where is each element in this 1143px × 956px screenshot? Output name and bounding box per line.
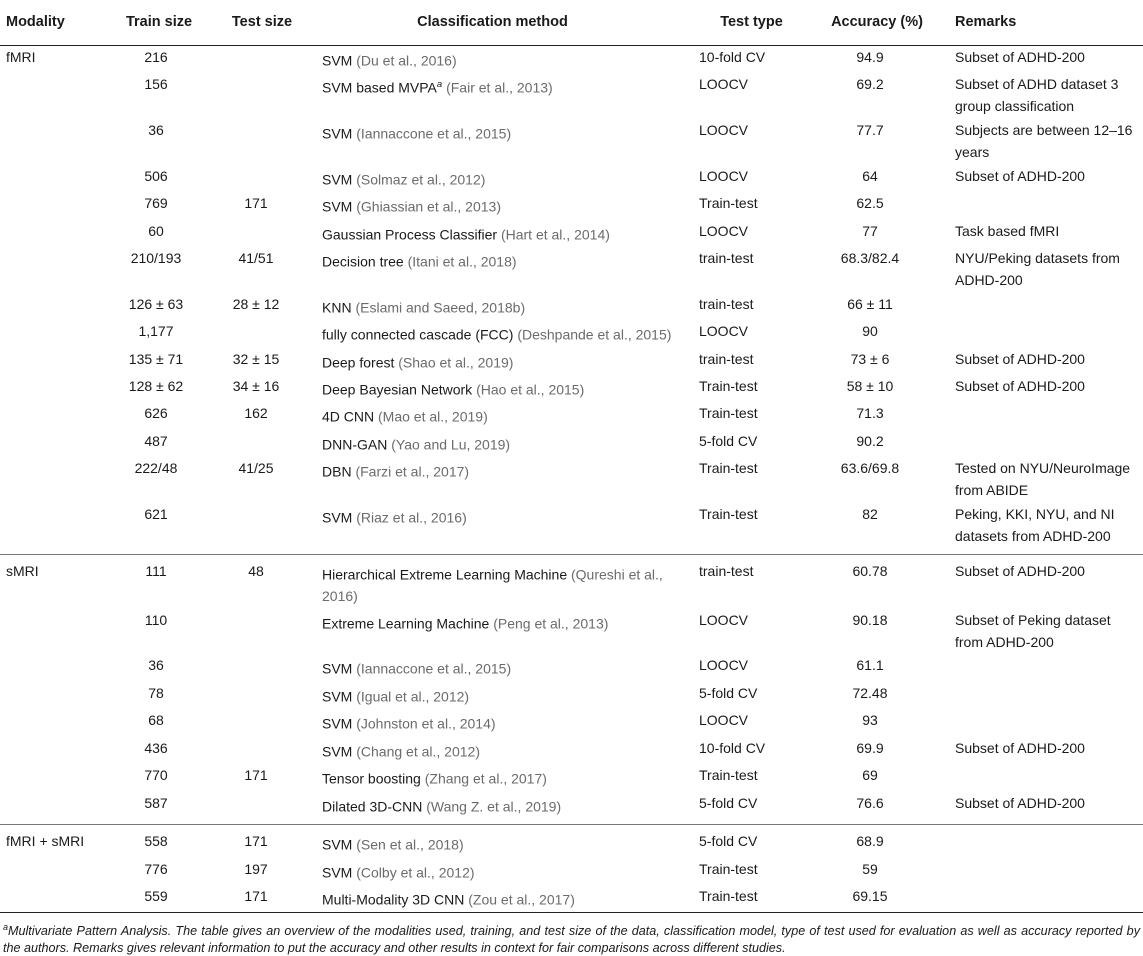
citation-link[interactable]: (Sen et al., 2018) (356, 836, 464, 853)
method-name: Dilated 3D-CNN (322, 798, 423, 815)
cell-test-type: Train-test (699, 195, 758, 212)
method-name: Hierarchical Extreme Learning Machine (322, 566, 568, 583)
cell-classification-method (310, 73, 695, 119)
cell-test-type: train-test (699, 562, 754, 579)
cell-modality (0, 709, 104, 736)
citation-link[interactable]: (Wang Z. et al., 2019) (426, 798, 562, 815)
cell-modality (0, 792, 104, 825)
citation-link[interactable]: (Deshpande et al., 2015) (517, 326, 672, 343)
cell-test-type: 5-fold CV (699, 833, 758, 850)
cell-classification-method (310, 192, 695, 219)
table-row (0, 682, 1143, 709)
cell-test-type: 5-fold CV (695, 792, 808, 825)
cell-accuracy: 73 ± 6 (850, 350, 890, 367)
cell-modality (0, 293, 104, 320)
citation-link[interactable]: (Du et al., 2016) (356, 52, 457, 69)
method-name: Extreme Learning Machine (322, 615, 490, 632)
cell-train-size: 216 (144, 49, 168, 65)
cell-remarks: Subset of ADHD-200 (955, 350, 1085, 367)
cell-remarks (946, 402, 1143, 429)
cell-remarks: Subset of ADHD-200 (955, 562, 1085, 579)
cell-classification-method (310, 119, 695, 165)
cell-test-type: 10-fold CV (699, 739, 766, 756)
cell-test-size: 162 (244, 405, 268, 422)
cell-accuracy: 60.78 (852, 562, 888, 579)
cell-modality (0, 119, 104, 165)
cell-remarks (946, 825, 1143, 858)
citation-link[interactable]: (Iannaccone et al., 2015) (356, 125, 512, 142)
cell-remarks (946, 858, 1143, 885)
cell-accuracy: 69.15 (808, 885, 946, 913)
table-row (0, 119, 1143, 165)
citation-link[interactable]: (Colby et al., 2012) (356, 864, 475, 881)
citation-link[interactable]: (Eslami and Saeed, 2018b) (355, 299, 526, 316)
header-classification-method: Classification method (310, 0, 695, 46)
cell-train-size: 621 (104, 503, 214, 554)
cell-accuracy: 94.9 (856, 49, 884, 65)
cell-test-size: 41/51 (238, 250, 274, 266)
cell-classification-method (310, 165, 695, 192)
table-row (0, 46, 1143, 74)
cell-test-size (214, 737, 310, 764)
table-row (0, 402, 1143, 429)
table-row (0, 348, 1143, 375)
cell-test-size (214, 430, 310, 457)
cell-train-size: 78 (148, 684, 164, 701)
citation-link[interactable]: (Shao et al., 2019) (398, 354, 514, 371)
cell-train-size: 36 (148, 657, 164, 674)
citation-link[interactable]: (Itani et al., 2018) (407, 253, 517, 270)
cell-classification-method (310, 293, 695, 320)
cell-accuracy: 69.9 (856, 739, 884, 756)
cell-test-type: LOOCV (699, 76, 749, 93)
cell-train-size: 770 (144, 767, 168, 784)
cell-classification-method (310, 503, 695, 554)
header-remarks: Remarks (946, 0, 1143, 46)
cell-train-size: 156 (144, 76, 168, 93)
cell-test-size (214, 320, 310, 347)
cell-test-type: Train-test (699, 767, 758, 784)
cell-accuracy: 66 ± 11 (847, 295, 893, 312)
cell-test-size: 197 (244, 860, 268, 877)
table-row (0, 165, 1143, 192)
cell-test-type: train-test (699, 295, 754, 312)
cell-test-size (214, 220, 310, 247)
cell-modality (0, 682, 104, 709)
table-row (0, 609, 1143, 655)
cell-classification-method (310, 46, 695, 74)
cell-modality (0, 220, 104, 247)
table-row (0, 192, 1143, 219)
cell-test-type: Train-test (695, 885, 808, 913)
method-name: SVM (322, 52, 353, 69)
cell-modality: fMRI (6, 49, 36, 65)
table-row (0, 858, 1143, 885)
method-name: DNN-GAN (322, 436, 388, 453)
cell-accuracy: 64 (862, 167, 878, 184)
cell-classification-method (310, 348, 695, 375)
method-name: SVM (322, 864, 353, 881)
cell-classification-method (310, 682, 695, 709)
table-row (0, 654, 1143, 681)
citation-link[interactable]: (Zhang et al., 2017) (424, 770, 547, 787)
footnote-marker: a (3, 922, 9, 933)
cell-train-size: 558 (144, 833, 168, 850)
cell-modality: fMRI + sMRI (6, 833, 85, 850)
cell-remarks: Subset of ADHD-200 (946, 792, 1143, 825)
method-name: SVM (322, 171, 353, 188)
cell-classification-method (310, 825, 695, 858)
cell-remarks (946, 320, 1143, 347)
citation-link[interactable]: (Qureshi et al., 2016) (322, 566, 663, 604)
cell-remarks: Peking, KKI, NYU, and NI datasets from ADHD-200 (946, 503, 1143, 554)
table-row (0, 737, 1143, 764)
citation-link[interactable]: (Solmaz et al., 2012) (356, 171, 486, 188)
cell-classification-method (310, 247, 695, 293)
method-name: SVM (322, 125, 353, 142)
cell-train-size: 487 (144, 432, 168, 449)
cell-train-size: 436 (144, 739, 168, 756)
cell-modality: sMRI (6, 562, 39, 579)
table-row (0, 293, 1143, 320)
method-name: SVM (322, 715, 353, 732)
cell-remarks (946, 430, 1143, 457)
cell-accuracy: 77.7 (856, 122, 884, 139)
footnote-text: Multivariate Pattern Analysis. The table gives an overview of the modalities used, training, and test size of the data, classification model, type of test used for evaluation as well as accuracy reported by the authors. Remarks gives relevant information to put the accuracy and other results in context for fair comparisons across different studies. (3, 924, 1140, 955)
citation-link[interactable]: (Fair et al., 2013) (446, 80, 553, 97)
method-name: SVM (322, 661, 353, 677)
cell-accuracy: 62.5 (856, 195, 884, 212)
cell-modality (0, 503, 104, 554)
cell-classification-method (310, 402, 695, 429)
cell-accuracy: 93 (862, 712, 878, 729)
citation-link[interactable]: (Yao and Lu, 2019) (391, 436, 511, 453)
cell-classification-method (310, 709, 695, 736)
table-row (0, 73, 1143, 119)
cell-train-size: 126 ± 63 (128, 295, 184, 312)
cell-test-type: Train-test (699, 377, 758, 394)
cell-classification-method (310, 554, 695, 609)
cell-test-type: 5-fold CV (699, 684, 758, 701)
cell-test-type: Train-test (699, 460, 758, 477)
cell-train-size: 110 (144, 611, 168, 628)
cell-test-type: LOOCV (699, 222, 749, 239)
citation-link[interactable]: (Ghiassian et al., 2013) (356, 198, 501, 215)
cell-remarks (946, 682, 1143, 709)
citation-link[interactable]: (Chang et al., 2012) (356, 743, 480, 760)
cell-test-type: Train-test (695, 503, 808, 554)
cell-classification-method (310, 375, 695, 402)
cell-train-size: 210/193 (130, 250, 182, 266)
method-name: SVM (322, 836, 353, 853)
cell-test-size: 34 ± 16 (232, 377, 280, 394)
citation-link[interactable]: (Zou et al., 2017) (468, 891, 575, 908)
citation-link[interactable]: (Hart et al., 2014) (500, 226, 610, 243)
cell-test-type: LOOCV (699, 712, 749, 729)
cell-test-type: 5-fold CV (699, 432, 758, 449)
cell-test-type: LOOCV (699, 122, 749, 139)
header-row (0, 0, 1143, 46)
cell-test-size: 48 (248, 562, 264, 579)
cell-test-size (214, 609, 310, 655)
cell-test-size (214, 682, 310, 709)
cell-train-size: 626 (144, 405, 168, 422)
cell-modality (0, 457, 104, 503)
cell-train-size: 769 (144, 195, 168, 212)
citation-link[interactable]: (Farzi et al., 2017) (355, 463, 470, 480)
cell-test-type: Train-test (699, 860, 758, 877)
cell-train-size: 128 ± 62 (128, 377, 184, 394)
method-name: SVM (322, 509, 353, 526)
cell-classification-method (310, 609, 695, 655)
table-row (0, 709, 1143, 736)
cell-classification-method (310, 737, 695, 764)
cell-accuracy: 76.6 (808, 792, 946, 825)
table-row (0, 247, 1143, 293)
table-row (0, 885, 1143, 913)
cell-accuracy: 90.2 (856, 432, 884, 449)
method-name: 4D CNN (322, 409, 375, 426)
cell-classification-method (310, 764, 695, 791)
cell-train-size: 506 (144, 167, 168, 184)
table-row (0, 320, 1143, 347)
cell-accuracy: 59 (862, 860, 878, 877)
cell-accuracy: 61.1 (856, 657, 884, 674)
cell-remarks (946, 764, 1143, 791)
cell-test-size: 28 ± 12 (232, 295, 280, 312)
method-name: DBN (322, 463, 352, 480)
cell-accuracy: 68.9 (856, 833, 884, 850)
cell-modality (0, 320, 104, 347)
cell-test-type: Train-test (699, 405, 758, 422)
method-name: Deep Bayesian Network (322, 381, 473, 398)
cell-modality (0, 430, 104, 457)
cell-train-size: 776 (144, 860, 168, 877)
table-row (0, 825, 1143, 858)
method-name: fully connected cascade (FCC) (322, 326, 514, 343)
table-row (0, 764, 1143, 791)
cell-test-type: LOOCV (699, 657, 749, 674)
cell-accuracy: 77 (862, 222, 878, 239)
header-test-type: Test type (695, 0, 808, 46)
cell-test-size: 41/25 (238, 460, 274, 477)
citation-link[interactable]: (Mao et al., 2019) (378, 409, 488, 426)
cell-modality (0, 247, 104, 293)
cell-remarks: Task based fMRI (955, 222, 1060, 239)
cell-classification-method (310, 430, 695, 457)
cell-accuracy: 90 (862, 323, 878, 340)
citation-link[interactable]: (Iannaccone et al., 2015) (356, 661, 512, 677)
cell-train-size: 60 (148, 222, 164, 239)
cell-modality (0, 402, 104, 429)
cell-accuracy: 71.3 (856, 405, 884, 422)
cell-modality (0, 192, 104, 219)
cell-classification-method (310, 858, 695, 885)
table-body (0, 46, 1143, 913)
cell-test-size: 171 (244, 195, 268, 212)
cell-modality (0, 609, 104, 655)
cell-test-size: 171 (244, 833, 268, 850)
cell-modality (0, 654, 104, 681)
cell-classification-method (310, 457, 695, 503)
cell-accuracy: 58 ± 10 (846, 377, 894, 394)
cell-remarks: Subset of ADHD-200 (955, 167, 1085, 184)
cell-classification-method (310, 320, 695, 347)
cell-remarks: Tested on NYU/NeuroImage from ABIDE (955, 460, 1131, 499)
cell-remarks: Subset of ADHD-200 (955, 739, 1085, 756)
footnote-ref: a (436, 79, 443, 91)
cell-remarks: Subset of Peking dataset from ADHD-200 (955, 611, 1111, 650)
cell-classification-method (310, 792, 695, 825)
method-name: Decision tree (322, 253, 404, 270)
cell-train-size: 111 (145, 562, 167, 579)
cell-remarks (946, 709, 1143, 736)
method-name: Deep forest (322, 354, 395, 371)
table-row (0, 503, 1143, 554)
cell-train-size: 1,177 (138, 323, 174, 340)
citation-link[interactable]: (Riaz et al., 2016) (356, 509, 467, 526)
cell-modality (0, 165, 104, 192)
cell-remarks (946, 885, 1143, 913)
cell-test-size (214, 792, 310, 825)
cell-test-size: 32 ± 15 (232, 350, 280, 367)
cell-remarks: NYU/Peking datasets from ADHD-200 (955, 250, 1120, 288)
cell-accuracy: 69 (862, 767, 878, 784)
cell-test-size: 171 (244, 767, 268, 784)
cell-train-size: 559 (104, 885, 214, 913)
cell-classification-method (310, 220, 695, 247)
method-name: Tensor boosting (322, 770, 421, 787)
cell-modality (0, 375, 104, 402)
cell-test-type: LOOCV (699, 167, 749, 184)
cell-train-size: 587 (104, 792, 214, 825)
citation-link[interactable]: (Johnston et al., 2014) (356, 715, 496, 732)
cell-modality (0, 764, 104, 791)
cell-classification-method (310, 885, 695, 913)
cell-train-size: 36 (148, 122, 164, 139)
cell-remarks (946, 192, 1143, 219)
citation-link[interactable]: (Peng et al., 2013) (493, 615, 609, 632)
cell-accuracy: 69.2 (856, 76, 884, 93)
header-test-size: Test size (214, 0, 310, 46)
cell-remarks: Subset of ADHD dataset 3 group classification (955, 76, 1119, 115)
table-row (0, 457, 1143, 503)
cell-remarks: Subjects are between 12–16 years (955, 122, 1133, 160)
cell-accuracy: 82 (808, 503, 946, 554)
cell-remarks: Subset of ADHD-200 (955, 377, 1085, 394)
table-row (0, 554, 1143, 609)
citation-link[interactable]: (Igual et al., 2012) (356, 688, 470, 705)
cell-test-type: train-test (699, 250, 754, 266)
header-accuracy: Accuracy (%) (808, 0, 946, 46)
method-name: SVM (322, 198, 353, 215)
method-name: SVM (322, 743, 353, 760)
cell-test-type: LOOCV (699, 323, 749, 340)
table-row (0, 220, 1143, 247)
cell-remarks (946, 293, 1143, 320)
cell-accuracy: 68.3/82.4 (840, 250, 900, 266)
cell-test-size (214, 503, 310, 554)
method-name: SVM based MVPA (322, 80, 437, 97)
method-name: KNN (322, 299, 352, 316)
table-row (0, 430, 1143, 457)
cell-modality (0, 73, 104, 119)
cell-test-size (214, 119, 310, 165)
method-name: SVM (322, 688, 353, 705)
cell-accuracy: 90.18 (852, 611, 888, 628)
method-name: Gaussian Process Classifier (322, 226, 498, 243)
cell-modality (0, 858, 104, 885)
cell-test-size: 171 (214, 885, 310, 913)
cell-accuracy: 72.48 (852, 684, 888, 701)
header-train-size: Train size (104, 0, 214, 46)
cell-remarks (946, 654, 1143, 681)
cell-accuracy: 63.6/69.8 (840, 460, 900, 477)
cell-test-type: LOOCV (699, 611, 749, 628)
cell-test-size (214, 73, 310, 119)
table-row (0, 792, 1143, 825)
cell-test-size (214, 46, 310, 74)
cell-modality (0, 885, 104, 913)
cell-classification-method (310, 654, 695, 681)
cell-train-size: 222/48 (134, 460, 178, 477)
cell-remarks: Subset of ADHD-200 (955, 49, 1085, 65)
cell-test-size (214, 654, 310, 681)
cell-train-size: 135 ± 71 (128, 350, 184, 367)
header-modality: Modality (0, 0, 104, 46)
cell-test-type: 10-fold CV (699, 49, 766, 65)
cell-train-size: 68 (148, 712, 164, 729)
table-row (0, 375, 1143, 402)
cell-modality (0, 348, 104, 375)
cell-test-size (214, 709, 310, 736)
cell-test-type: train-test (699, 350, 754, 367)
method-name: Multi-Modality 3D CNN (322, 891, 465, 908)
cell-test-size (214, 165, 310, 192)
cell-modality (0, 737, 104, 764)
citation-link[interactable]: (Hao et al., 2015) (476, 381, 585, 398)
